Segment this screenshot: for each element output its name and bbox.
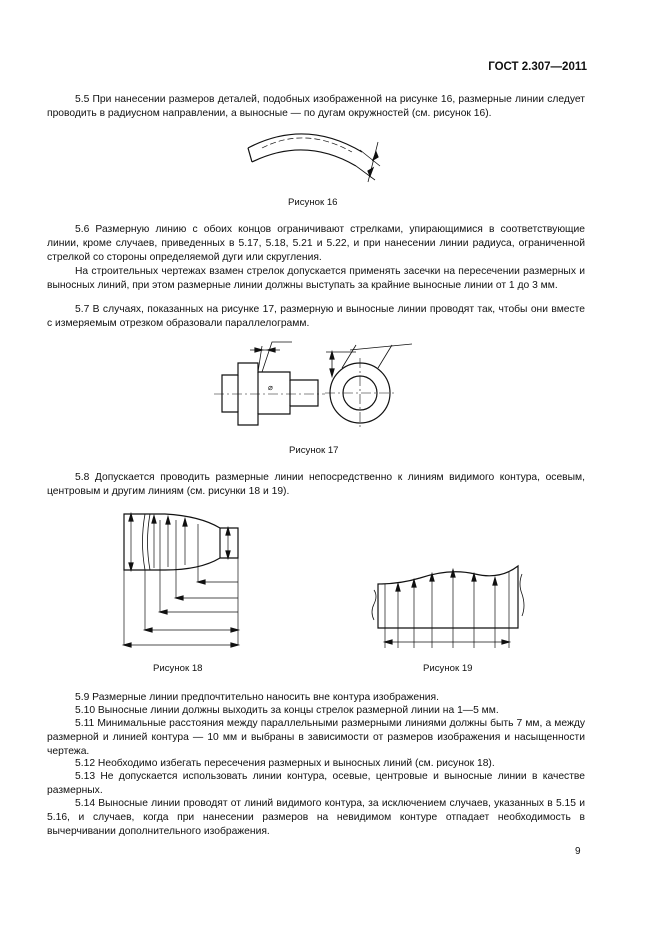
paragraph-5-9-text: 5.9 Размерные линии предпочтительно наносить вне контура изображения. (75, 692, 439, 703)
paragraph-5-12 (47, 757, 585, 771)
document-header: ГОСТ 2.307—2011 (488, 61, 587, 73)
figure-19-caption: Рисунок 19 (423, 663, 473, 674)
figure-17-caption: Рисунок 17 (289, 445, 339, 456)
paragraph-5-10 (47, 704, 585, 718)
paragraph-5-11 (47, 717, 585, 759)
svg-text:⌀: ⌀ (268, 383, 273, 392)
paragraph-5-13 (47, 770, 585, 798)
paragraph-5-13-text: 5.13 Не допускается использовать линии контура, осевые, центровые и выносные линии в качестве размерных. (47, 771, 585, 796)
paragraph-5-8-text: 5.8 Допускается проводить размерные линии непосредственно к линиям видимого контура, осевым, центровым и другим линиям (см. рисунки 18 и 19). (47, 472, 585, 497)
page-number: 9 (575, 846, 581, 857)
paragraph-5-6b-text: На строительных чертежах взамен стрелок допускается применять засечки на пересечении размерных и выносных линий, при этом размерные линии должны выступать за крайние выносные линии от 1 до 3 мм. (47, 266, 585, 291)
paragraph-5-14-text: 5.14 Выносные линии проводят от линий видимого контура, за исключением случаев, указанных в 5.15 и 5.16, и случаев, когда при нанесении размеров на невидимом контуре отпадает необходимость в вычерчивании дополнительного изображения. (47, 798, 585, 837)
figure-16-caption: Рисунок 16 (288, 197, 338, 208)
figure-18-caption: Рисунок 18 (153, 663, 203, 674)
paragraph-5-10-text: 5.10 Выносные линии должны выходить за концы стрелок размерной линии на 1—5 мм. (75, 705, 499, 716)
paragraph-5-7-text: 5.7 В случаях, показанных на рисунке 17, размерную и выносные линии проводят так, чтобы они вместе с измеряемым отрезком образовали параллелограмм. (47, 304, 585, 329)
paragraph-5-5-text: 5.5 При нанесении размеров деталей, подобных изображенной на рисунке 16, размерные линии следует проводить в радиусном направлении, а выносные — по дугам окружностей (см. рисунок 16). (47, 94, 585, 119)
paragraph-5-11-text: 5.11 Минимальные расстояния между параллельными размерными линиями должны быть 7 мм, а между размерной и линией контура — 10 мм и выбраны в зависимости от размеров изображения и насыщенности чертежа. (47, 718, 585, 757)
paragraph-5-6-text: 5.6 Размерную линию с обоих концов ограничивают стрелками, упирающимися в соответствующие линии, кроме случаев, приведенных в 5.17, 5.18, 5.21 и 5.22, и при нанесении линии радиуса, ограниченной стрелкой со стороны определяемой дуги или скругления. (47, 224, 585, 263)
paragraph-5-14 (47, 797, 585, 839)
fig19-part-contour (378, 566, 518, 628)
paragraph-5-12-text: 5.12 Необходимо избегать пересечения размерных и выносных линий (см. рисунок 18). (75, 758, 495, 769)
paragraph-5-9 (47, 691, 585, 705)
